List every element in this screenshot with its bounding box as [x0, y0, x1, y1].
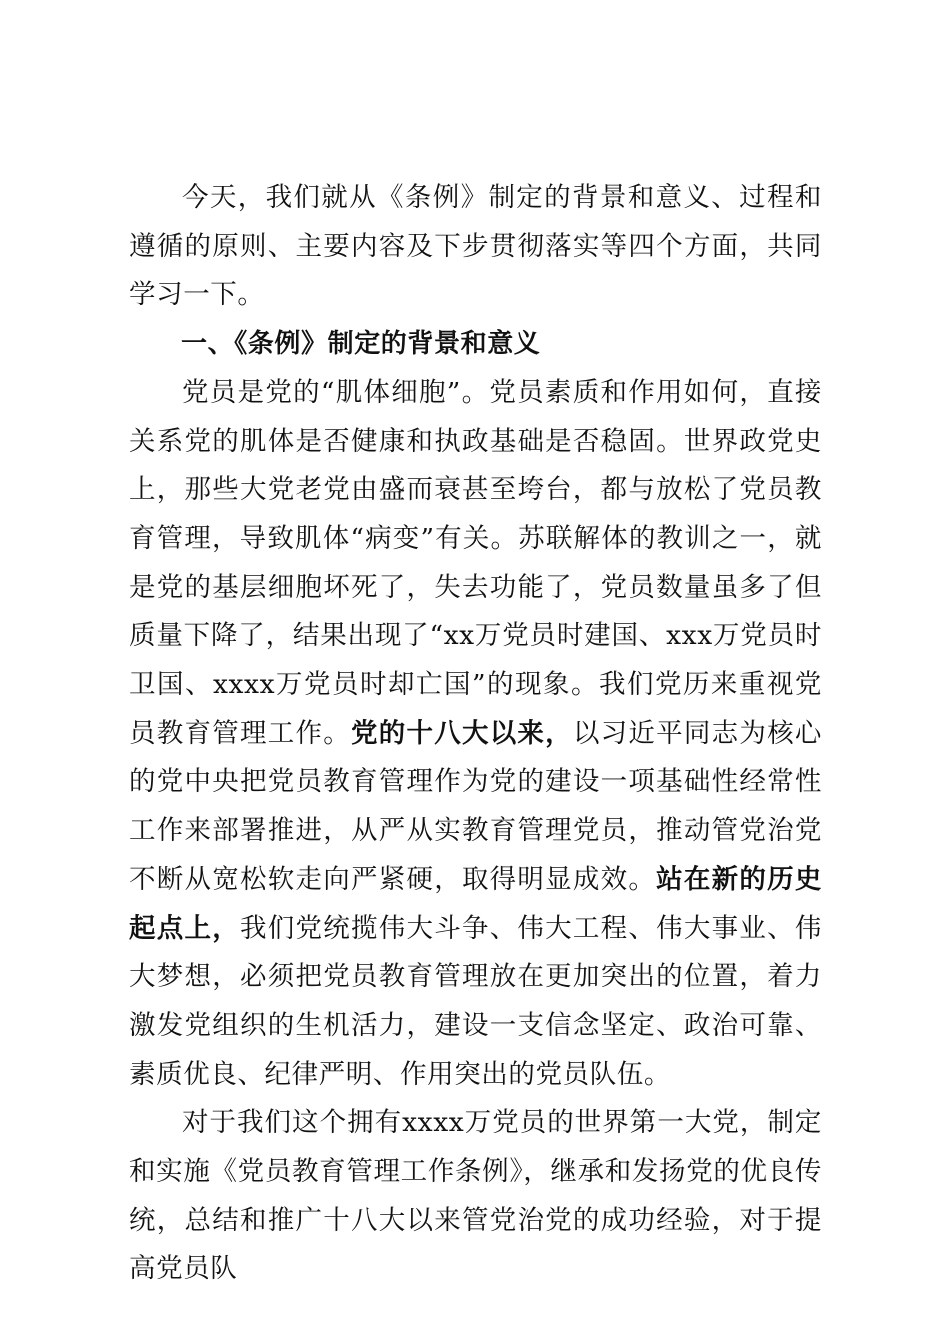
background-paragraph: [129, 369, 822, 1100]
paragraph-text: 我们党统揽伟大斗争、伟大工程、伟大事业、伟大梦想，必须把党员教育管理放在更加突出的位置，着力激发党组织的生机活力，建设一支信念坚定、政治可靠、素质优良、纪律严明、作用突出的党员队伍。: [129, 912, 822, 1090]
paragraph-text: 党员是党的“肌体细胞”。党员素质和作用如何，直接关系党的肌体是否健康和执政基础是否稳固。世界政党史上，那些大党老党由盛而衰甚至垮台，都与放松了党员教育管理，导致肌体“病变”有关。苏联解体的教训之一，就是党的基层细胞坏死了，失去功能了，党员数量虽多了但质量下降了，结果出现了“xx万党员时建国、xxx万党员时卫国、xxxx万党员时却亡国”的现象。我们党历来重视党员教育管理工作。: [129, 376, 822, 749]
section-heading: 一、《条例》制定的背景和意义: [181, 329, 541, 360]
document-body: [129, 174, 822, 1294]
paragraph-text: 以习近平同志为核心的党中央把党员教育管理作为党的建设一项基础性经常性工作来部署推进，从严从实教育管理党员，推动管党治党不断从宽松软走向严紧硬，取得明显成效。: [129, 717, 822, 895]
intro-paragraph: 今天，我们就从《条例》制定的背景和意义、过程和遵循的原则、主要内容及下步贯彻落实等四个方面，共同学习一下。: [129, 182, 822, 311]
bold-phrase: 站在新的历史起点上，: [129, 863, 822, 944]
bold-phrase: 党的十八大以来，: [350, 717, 573, 749]
significance-paragraph: 对于我们这个拥有xxxx万党员的世界第一大党，制定和实施《党员教育管理工作条例》，继承和发扬党的优良传统，总结和推广十八大以来管党治党的成功经验，对于提高党员队: [129, 1107, 822, 1285]
